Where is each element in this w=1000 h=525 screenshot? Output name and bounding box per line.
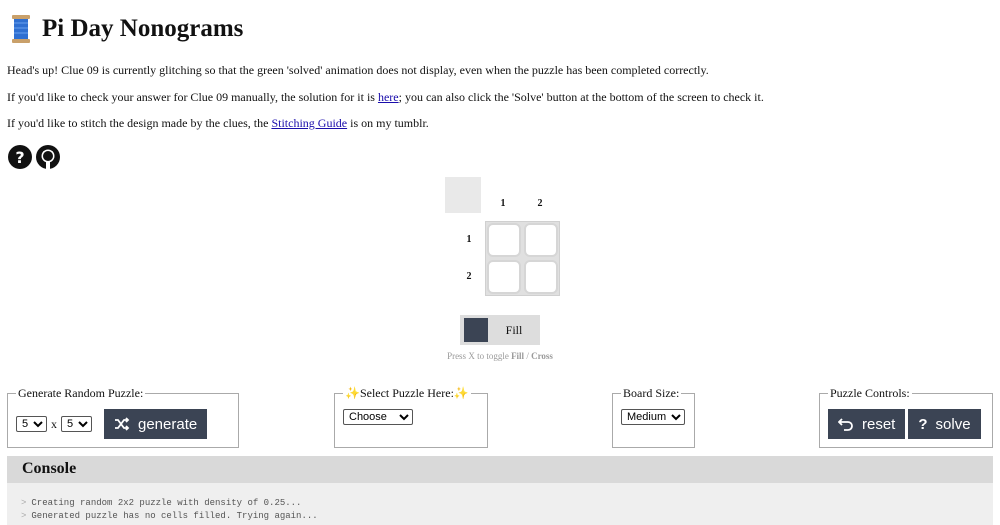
grid-cell-r1-c2[interactable] (524, 223, 558, 257)
top-icon-links (7, 144, 61, 170)
log-line: > Generated puzzle has no cells filled. Trying again... (21, 511, 318, 521)
notice-solution-text: If you'd like to check your answer for Clue 09 manually, the solution for it is (7, 90, 378, 104)
puzzle-controls-legend: Puzzle Controls: (830, 386, 910, 400)
board-corner (445, 177, 481, 213)
notice-stitching-text: If you'd like to stitch the design made by the clues, the (7, 116, 272, 130)
puzzle-controls-fieldset (819, 386, 993, 448)
grid-cell-r2-c2[interactable] (524, 260, 558, 294)
solve-label: solve (935, 415, 971, 433)
column-clue-2: 2 (537, 198, 543, 209)
width-select[interactable] (16, 416, 47, 432)
row-clue-2: 2 (466, 271, 472, 282)
notice-solution-text-after: ; you can also click the 'Solve' button at the bottom of the screen to check it. (398, 90, 764, 104)
select-puzzle-fieldset (334, 386, 488, 448)
times-label: x (51, 416, 57, 431)
notice-stitching-text-after: is on my tumblr. (347, 116, 429, 130)
height-select[interactable] (61, 416, 92, 432)
grid-cell-r1-c1[interactable] (487, 223, 521, 257)
notice-stitching (7, 116, 429, 131)
select-puzzle-legend: ✨Select Puzzle Here:✨ (345, 386, 469, 400)
toggle-label: Fill (505, 322, 523, 337)
log-text: Creating random 2x2 puzzle with density of 0.25... (31, 498, 302, 508)
undo-icon (838, 416, 854, 432)
fill-cross-toggle[interactable] (460, 315, 540, 345)
solution-link[interactable]: here (377, 90, 399, 104)
board-size-select[interactable] (621, 409, 685, 425)
puzzle-select[interactable] (343, 409, 413, 425)
shuffle-icon (114, 416, 130, 432)
board-size-fieldset (612, 386, 695, 448)
hint-separator: / (524, 351, 532, 361)
reset-button[interactable] (828, 409, 905, 439)
random-puzzle-legend: Generate Random Puzzle: (18, 386, 144, 400)
page-title-text: Pi Day Nonograms (42, 15, 244, 42)
question-icon: ? (918, 415, 928, 433)
column-clue-1: 1 (500, 198, 506, 209)
reset-label: reset (862, 415, 896, 433)
hint-fill: Fill (511, 351, 525, 361)
hint-cross: Cross (531, 351, 553, 361)
random-puzzle-fieldset (7, 386, 239, 448)
page-title (10, 14, 243, 44)
generate-button[interactable] (104, 409, 207, 439)
board-size-legend: Board Size: (623, 386, 680, 400)
github-icon[interactable] (35, 144, 61, 170)
solve-button[interactable] (908, 409, 980, 439)
stitching-guide-link[interactable]: Stitching Guide (271, 116, 348, 130)
notice-solution (7, 90, 764, 105)
log-text: Generated puzzle has no cells filled. Trying again... (31, 511, 318, 521)
generate-label: generate (138, 415, 198, 433)
notice-glitch: Head's up! Clue 09 is currently glitching so that the green 'solved' animation does not display, even when the puzzle has been completed correctly. (7, 63, 709, 77)
log-line: > Creating random 2x2 puzzle with density of 0.25... (21, 498, 302, 508)
row-clue-1: 1 (466, 234, 472, 245)
nonogram-grid (485, 221, 560, 296)
toggle-hint (0, 351, 1000, 361)
console-log (7, 483, 993, 525)
hint-prefix: Press X to toggle (447, 351, 512, 361)
fill-swatch (464, 318, 488, 342)
svg-text:?: ? (15, 148, 25, 167)
grid-cell-r2-c1[interactable] (487, 260, 521, 294)
console-header: Console (7, 456, 993, 483)
help-icon[interactable] (7, 144, 33, 170)
spool-of-thread-icon (10, 14, 32, 44)
